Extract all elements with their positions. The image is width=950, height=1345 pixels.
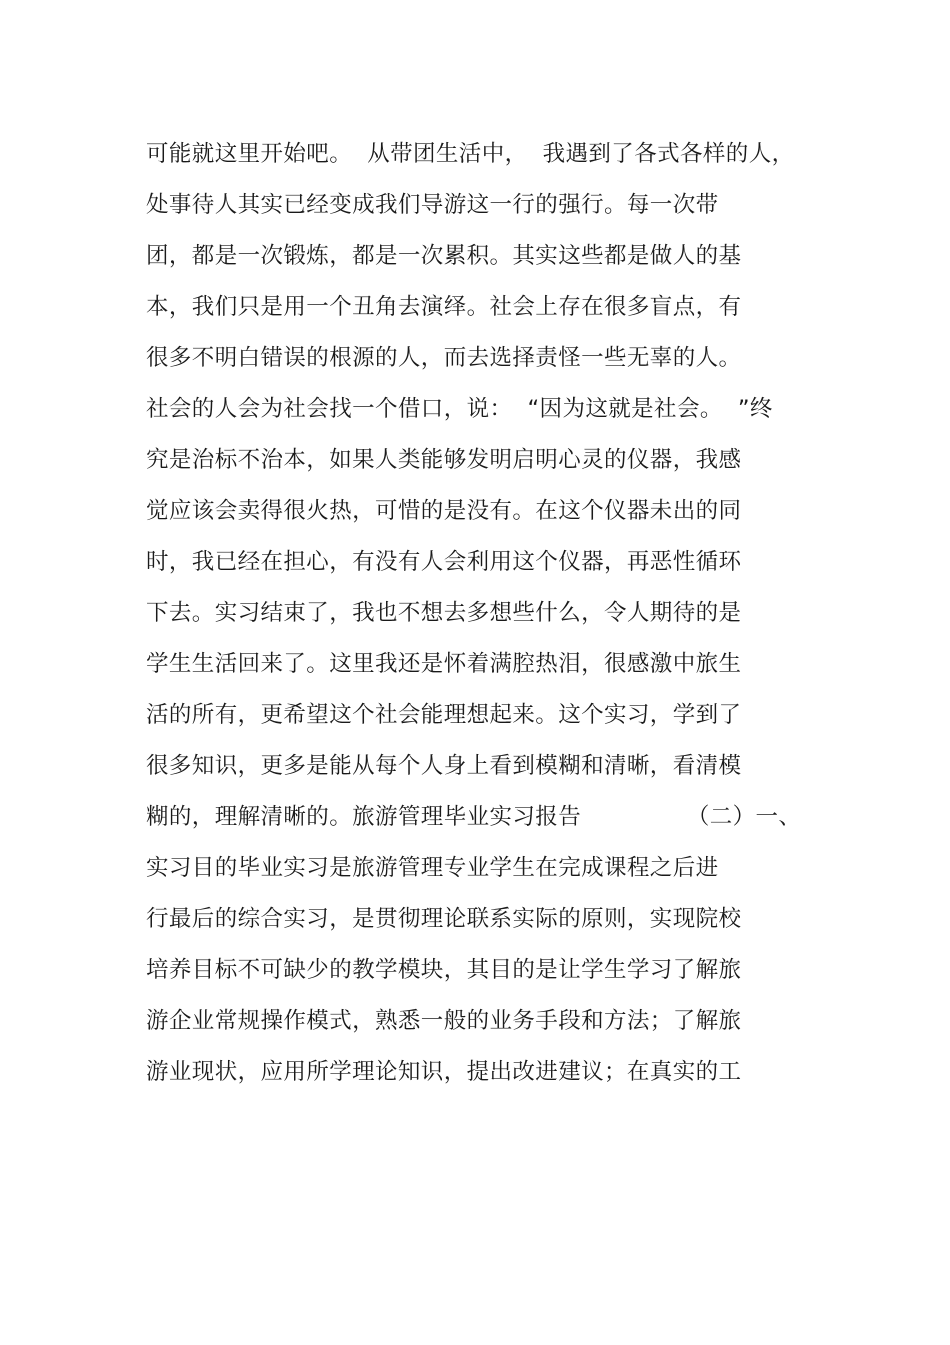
text-line: 行最后的综合实习，是贯彻理论联系实际的原则，实现院校 bbox=[146, 906, 742, 932]
text-line: 糊的，理解清晰的。旅游管理毕业实习报告 （二）一、 bbox=[146, 804, 802, 830]
text-line: 游企业常规操作模式，熟悉一般的业务手段和方法；了解旅 bbox=[146, 1008, 742, 1034]
text-line: 学生生活回来了。这里我还是怀着满腔热泪，很感激中旅生 bbox=[146, 651, 742, 677]
text-line: 究是治标不治本，如果人类能够发明启明心灵的仪器，我感 bbox=[146, 447, 742, 473]
text-line: 可能就这里开始吧。 从带团生活中， 我遇到了各式各样的人， bbox=[146, 141, 795, 167]
text-line: 本，我们只是用一个丑角去演绎。社会上存在很多盲点，有 bbox=[146, 294, 742, 320]
text-line: 很多不明白错误的根源的人，而去选择责怪一些无辜的人。 bbox=[146, 345, 742, 371]
text-line: 觉应该会卖得很火热，可惜的是没有。在这个仪器未出的同 bbox=[146, 498, 742, 524]
text-line: 团，都是一次锻炼，都是一次累积。其实这些都是做人的基 bbox=[146, 243, 742, 269]
text-line: 实习目的毕业实习是旅游管理专业学生在完成课程之后进 bbox=[146, 855, 719, 881]
text-line: 游业现状，应用所学理论知识，提出改进建议；在真实的工 bbox=[146, 1059, 742, 1085]
text-line: 下去。实习结束了，我也不想去多想些什么，令人期待的是 bbox=[146, 600, 742, 626]
text-line: 培养目标不可缺少的教学模块，其目的是让学生学习了解旅 bbox=[146, 957, 742, 983]
text-line: 很多知识，更多是能从每个人身上看到模糊和清晰，看清模 bbox=[146, 753, 742, 779]
text-line: 处事待人其实已经变成我们导游这一行的强行。每一次带 bbox=[146, 192, 719, 218]
text-line: 社会的人会为社会找一个借口，说： “因为这就是社会。 ”终 bbox=[146, 396, 773, 422]
document-body bbox=[146, 138, 826, 1107]
text-line: 时，我已经在担心，有没有人会利用这个仪器，再恶性循环 bbox=[146, 549, 742, 575]
text-line: 活的所有，更希望这个社会能理想起来。这个实习，学到了 bbox=[146, 702, 742, 728]
